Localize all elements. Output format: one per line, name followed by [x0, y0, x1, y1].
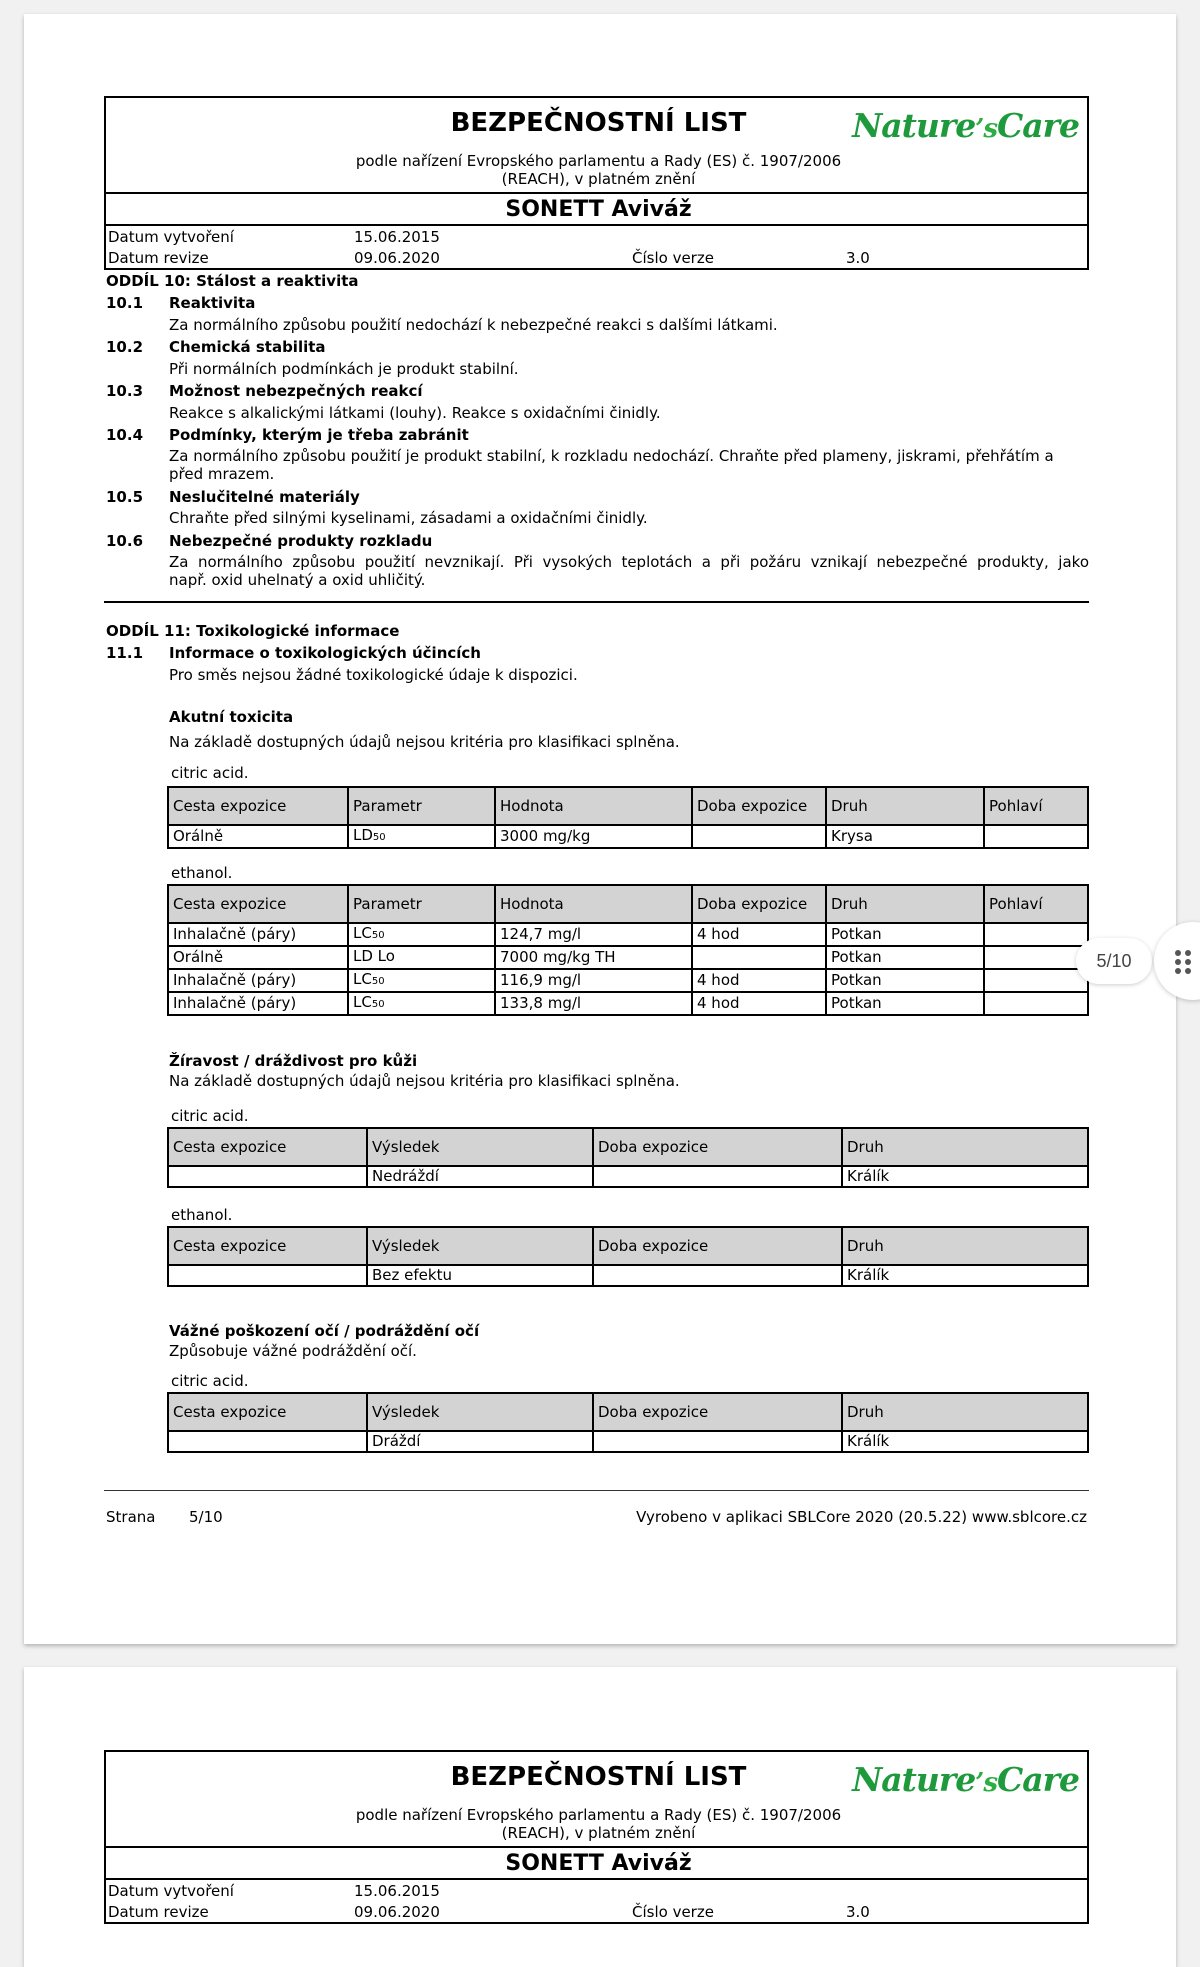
revised-value: 09.06.2020: [354, 1903, 440, 1921]
cell: [984, 946, 1088, 969]
document-header: [104, 1750, 1089, 1924]
cell: 4 hod: [692, 969, 826, 992]
subtitle-line-1: podle nařízení Evropského parlamentu a Rady (ES) č. 1907/2006: [355, 152, 842, 170]
cell: [984, 969, 1088, 992]
cell: [593, 1166, 842, 1187]
cell: [692, 946, 826, 969]
table-header-row: [168, 1393, 1088, 1431]
column-header: Cesta expozice: [168, 1227, 367, 1265]
table-row: [168, 1431, 1088, 1452]
cell: LC50: [348, 969, 495, 992]
table-row: [168, 825, 1088, 848]
cell: [168, 1265, 367, 1286]
dots-grid-icon: [1175, 950, 1193, 972]
section-divider: [104, 601, 1089, 603]
document-title: BEZPEČNOSTNÍ LIST: [450, 1762, 747, 1792]
item-text: Za normálního způsobu použití je produkt stabilní, k rozkladu nedochází. Chraňte před plameny, jiskrami, přehřátím a: [169, 447, 1054, 465]
item-text: Za normálního způsobu použití nedochází k nebezpečné reakci s dalšími látkami.: [169, 316, 778, 334]
cell: 7000 mg/kg TH: [495, 946, 692, 969]
revised-value: 09.06.2020: [354, 249, 440, 267]
cell: 116,9 mg/l: [495, 969, 692, 992]
cell: 4 hod: [692, 923, 826, 946]
skin-table-ethanol: [167, 1226, 1089, 1287]
version-value: 3.0: [846, 1903, 870, 1921]
column-header: Cesta expozice: [168, 885, 348, 923]
cell: Krysa: [826, 825, 984, 848]
eye-table-citric-acid: [167, 1392, 1089, 1453]
revised-label: Datum revize: [108, 249, 209, 267]
item-number: 10.6: [106, 532, 144, 550]
footer-divider: [104, 1490, 1089, 1491]
column-header: Parametr: [348, 787, 495, 825]
section-11-title: ODDÍL 11: Toxikologické informace: [106, 622, 400, 640]
cell: Orálně: [168, 946, 348, 969]
cell: LD Lo: [348, 946, 495, 969]
substance-label: citric acid.: [171, 1107, 249, 1125]
cell: Nedráždí: [367, 1166, 593, 1187]
skin-corrosion-text: Na základě dostupných údajů nejsou kritéria pro klasifikaci splněna.: [169, 1072, 680, 1090]
cell: [168, 1166, 367, 1187]
table-row: [168, 923, 1088, 946]
column-header: Doba expozice: [593, 1227, 842, 1265]
cell: [593, 1265, 842, 1286]
cell: Králík: [842, 1166, 1088, 1187]
cell: Inhalačně (páry): [168, 992, 348, 1015]
subtitle-line-2: (REACH), v platném znění: [501, 170, 696, 188]
document-title: BEZPEČNOSTNÍ LIST: [450, 108, 747, 138]
cell: 124,7 mg/l: [495, 923, 692, 946]
footer-page-value: 5/10: [189, 1508, 223, 1526]
cell: Potkan: [826, 992, 984, 1015]
column-header: Doba expozice: [593, 1393, 842, 1431]
cell: Králík: [842, 1431, 1088, 1452]
document-header: [104, 96, 1089, 270]
item-number: 10.5: [106, 488, 144, 506]
table-header-row: [168, 885, 1088, 923]
column-header: Cesta expozice: [168, 787, 348, 825]
item-text: Reakce s alkalickými látkami (louhy). Reakce s oxidačními činidly.: [169, 404, 661, 422]
acute-toxicity-text: Na základě dostupných údajů nejsou kritéria pro klasifikaci splněna.: [169, 733, 680, 751]
cell: [692, 825, 826, 848]
natures-care-logo: Nature’sCare: [852, 1760, 1079, 1799]
item-heading: Možnost nebezpečných reakcí: [169, 382, 423, 400]
item-number: 10.4: [106, 426, 144, 444]
column-header: Parametr: [348, 885, 495, 923]
header-divider: [106, 192, 1087, 194]
substance-label: citric acid.: [171, 1372, 249, 1390]
cell: Dráždí: [367, 1431, 593, 1452]
version-value: 3.0: [846, 249, 870, 267]
acute-toxicity-heading: Akutní toxicita: [169, 708, 294, 726]
item-heading: Nebezpečné produkty rozkladu: [169, 532, 433, 550]
version-label: Číslo verze: [632, 1903, 714, 1921]
natures-care-logo: Nature’sCare: [852, 106, 1079, 145]
column-header: Pohlaví: [984, 885, 1088, 923]
cell: [984, 923, 1088, 946]
cell: Potkan: [826, 946, 984, 969]
column-header: Hodnota: [495, 885, 692, 923]
table-row: [168, 1265, 1088, 1286]
column-header: Druh: [842, 1128, 1088, 1166]
eye-damage-text: Způsobuje vážné podráždění očí.: [169, 1342, 417, 1360]
item-heading: Reaktivita: [169, 294, 256, 312]
cell: [168, 1431, 367, 1452]
substance-label: citric acid.: [171, 764, 249, 782]
cell: Králík: [842, 1265, 1088, 1286]
column-header: Doba expozice: [593, 1128, 842, 1166]
revised-label: Datum revize: [108, 1903, 209, 1921]
item-heading: Podmínky, kterým je třeba zabránit: [169, 426, 469, 444]
cell: [984, 992, 1088, 1015]
item-heading: Informace o toxikologických účincích: [169, 644, 481, 662]
cell: Inhalačně (páry): [168, 969, 348, 992]
cell: [984, 825, 1088, 848]
item-number: 10.1: [106, 294, 144, 312]
page-indicator[interactable]: 5/10: [1076, 938, 1152, 984]
item-number: 10.3: [106, 382, 144, 400]
document-page-5: [24, 14, 1176, 1644]
item-heading: Chemická stabilita: [169, 338, 326, 356]
column-header: Výsledek: [367, 1128, 593, 1166]
table-row: [168, 969, 1088, 992]
skin-corrosion-heading: Žíravost / dráždivost pro kůži: [169, 1052, 418, 1070]
item-text: Chraňte před silnými kyselinami, zásadami a oxidačními činidly.: [169, 509, 648, 527]
column-header: Druh: [826, 885, 984, 923]
eye-damage-heading: Vážné poškození očí / podráždění očí: [169, 1322, 480, 1340]
cell: Potkan: [826, 923, 984, 946]
column-header: Druh: [842, 1393, 1088, 1431]
cell: Orálně: [168, 825, 348, 848]
item-text: např. oxid uhelnatý a oxid uhličitý.: [169, 571, 426, 589]
cell: LC50: [348, 923, 495, 946]
column-header: Druh: [826, 787, 984, 825]
cell: LC50: [348, 992, 495, 1015]
item-number: 10.2: [106, 338, 144, 356]
version-label: Číslo verze: [632, 249, 714, 267]
cell: [593, 1431, 842, 1452]
acute-toxicity-table-citric-acid: [167, 786, 1089, 849]
cell: 133,8 mg/l: [495, 992, 692, 1015]
table-header-row: [168, 787, 1088, 825]
created-value: 15.06.2015: [354, 228, 440, 246]
skin-table-citric-acid: [167, 1127, 1089, 1188]
table-row: [168, 946, 1088, 969]
table-header-row: [168, 1227, 1088, 1265]
cell: Inhalačně (páry): [168, 923, 348, 946]
cell: LD50: [348, 825, 495, 848]
created-label: Datum vytvoření: [108, 228, 234, 246]
cell: Bez efektu: [367, 1265, 593, 1286]
footer-producer: Vyrobeno v aplikaci SBLCore 2020 (20.5.22) www.sblcore.cz: [636, 1508, 1087, 1526]
cell: Potkan: [826, 969, 984, 992]
cell: 4 hod: [692, 992, 826, 1015]
item-text: Pro směs nejsou žádné toxikologické údaje k dispozici.: [169, 666, 578, 684]
header-divider: [106, 1846, 1087, 1848]
product-name: SONETT Aviváž: [505, 1851, 692, 1876]
subtitle-line-1: podle nařízení Evropského parlamentu a Rady (ES) č. 1907/2006: [355, 1806, 842, 1824]
column-header: Druh: [842, 1227, 1088, 1265]
regulation-subtitle: [106, 152, 1091, 188]
table-header-row: [168, 1128, 1088, 1166]
section-10-title: ODDÍL 10: Stálost a reaktivita: [106, 272, 359, 290]
header-divider: [106, 1878, 1087, 1880]
item-text: Za normálního způsobu použití nevznikají. Při vysokých teplotách a při požáru vznikají nebezpečné produkty, jako: [169, 553, 1089, 571]
column-header: Doba expozice: [692, 885, 826, 923]
substance-label: ethanol.: [171, 1206, 233, 1224]
column-header: Doba expozice: [692, 787, 826, 825]
product-name: SONETT Aviváž: [505, 197, 692, 222]
item-text: před mrazem.: [169, 465, 275, 483]
footer-page-label: Strana: [106, 1508, 156, 1526]
column-header: Hodnota: [495, 787, 692, 825]
column-header: Výsledek: [367, 1393, 593, 1431]
column-header: Cesta expozice: [168, 1393, 367, 1431]
item-number: 11.1: [106, 644, 144, 662]
table-row: [168, 992, 1088, 1015]
substance-label: ethanol.: [171, 864, 233, 882]
column-header: Výsledek: [367, 1227, 593, 1265]
table-row: [168, 1166, 1088, 1187]
regulation-subtitle: [106, 1806, 1091, 1842]
header-divider: [106, 224, 1087, 226]
created-value: 15.06.2015: [354, 1882, 440, 1900]
subtitle-line-2: (REACH), v platném znění: [501, 1824, 696, 1842]
item-text: Při normálních podmínkách je produkt stabilní.: [169, 360, 519, 378]
created-label: Datum vytvoření: [108, 1882, 234, 1900]
document-page-6: [24, 1667, 1176, 1967]
item-heading: Neslučitelné materiály: [169, 488, 360, 506]
column-header: Cesta expozice: [168, 1128, 367, 1166]
acute-toxicity-table-ethanol: [167, 884, 1089, 1016]
column-header: Pohlaví: [984, 787, 1088, 825]
cell: 3000 mg/kg: [495, 825, 692, 848]
